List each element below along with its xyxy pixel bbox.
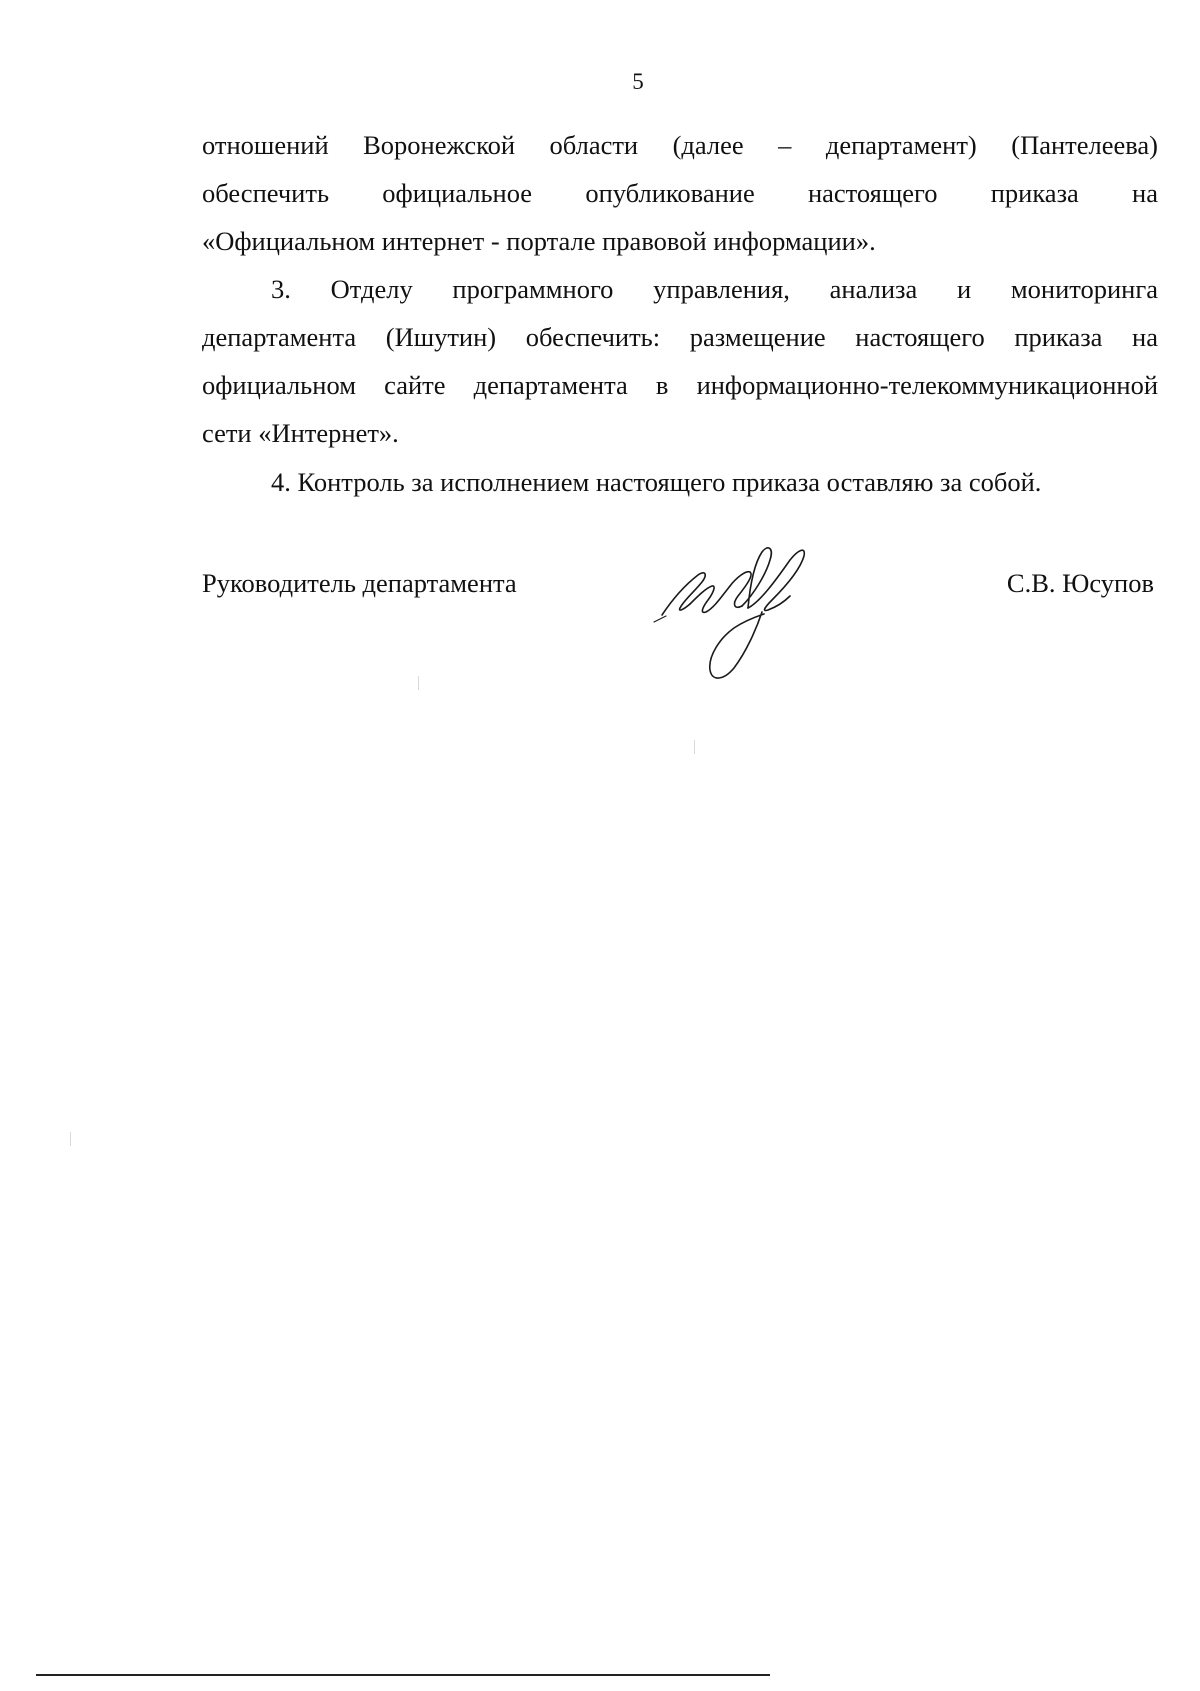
paragraph-line: департамента (Ишутин) обеспечить: размещение настоящего приказа на <box>202 322 1158 353</box>
scan-artifact <box>418 676 419 690</box>
document-body <box>202 122 1158 506</box>
handwritten-signature <box>650 530 830 700</box>
signatory-position: Руководитель департамента <box>202 568 517 598</box>
paragraph-line: 4. Контроль за исполнением настоящего приказа оставляю за собой. <box>271 466 1042 497</box>
scan-artifact <box>694 740 695 754</box>
paragraph-line: 3. Отделу программного управления, анализа и мониторинга <box>271 274 1158 305</box>
page-number-text: 5 <box>632 69 644 94</box>
paragraph-line: официальном сайте департамента в информационно-телекоммуникационной <box>202 369 1158 400</box>
signatory-name: С.В. Юсупов <box>1006 568 1154 598</box>
paragraph-line: отношений Воронежской области (далее – департамент) (Пантелеева) <box>202 130 1158 160</box>
paragraph-line: обеспечить официальное опубликование настоящего приказа на <box>202 177 1158 208</box>
paragraph-line: «Официальном интернет - портале правовой информации». <box>202 225 876 256</box>
scan-artifact <box>70 1132 71 1146</box>
paragraph-line: сети «Интернет». <box>202 417 399 448</box>
page-number <box>0 68 1200 96</box>
bottom-rule <box>36 1674 770 1676</box>
